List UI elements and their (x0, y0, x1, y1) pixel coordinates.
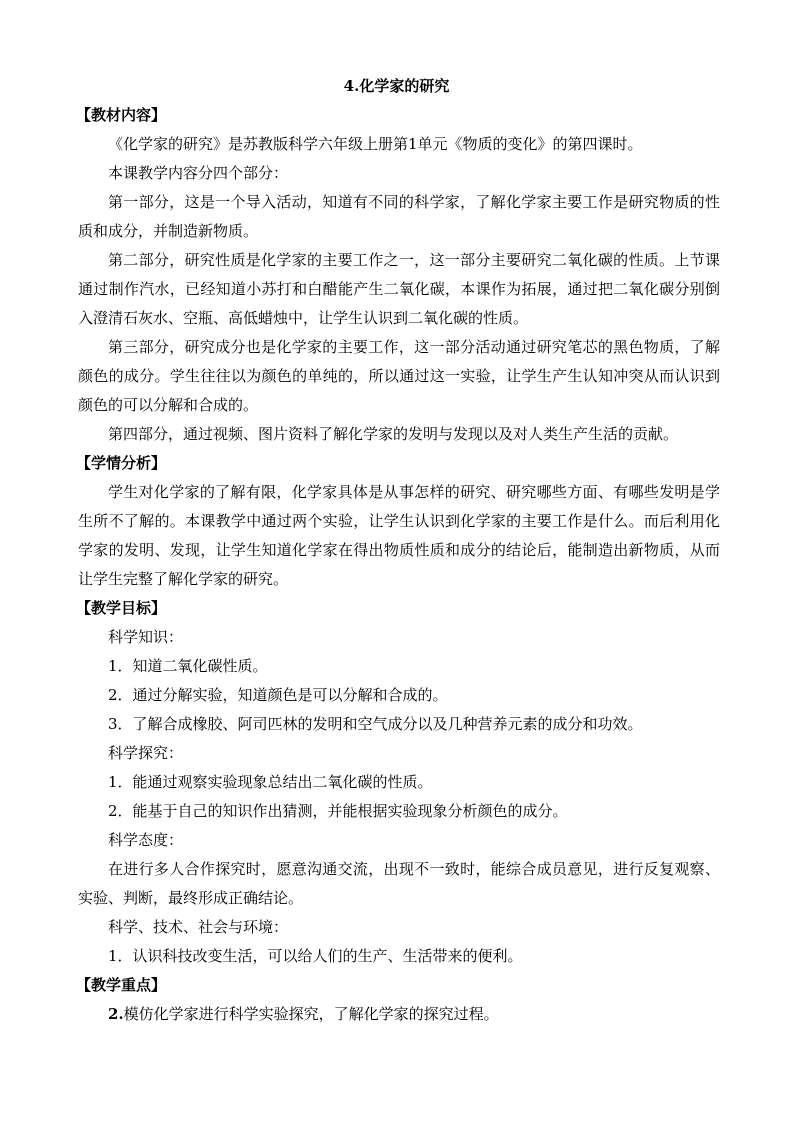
goal-item: 1．知道二氧化碳性质。 (108, 657, 268, 675)
goal-item: 1．认识科技改变生活，可以给人们的生产、生活带来的便利。 (108, 947, 523, 965)
goal-item: 2．通过分解实验，知道颜色是可以分解和合成的。 (108, 686, 448, 704)
goal-category: 科学探究： (108, 744, 184, 762)
section-heading-analysis: 【学情分析】 (76, 454, 167, 472)
goal-category: 科学、技术、社会与环境： (108, 918, 289, 936)
goal-item: 2．能基于自己的知识作出猜测，并能根据实验现象分析颜色的成分。 (108, 802, 568, 820)
paragraph: 第四部分，通过视频、图片资料了解化学家的发明与发现以及对人类生产生活的贡献。 (108, 425, 679, 443)
paragraph: 本课教学内容分四个部分： (108, 164, 289, 182)
goal-category: 科学知识： (108, 628, 184, 646)
goal-item: 1．能通过观察实验现象总结出二氧化碳的性质。 (108, 773, 433, 791)
keypoint-item (78, 1000, 720, 1029)
section-heading-material: 【教材内容】 (76, 106, 167, 124)
paragraph: 第三部分，研究成分也是化学家的主要工作，这一部分活动通过研究笔芯的黑色物质，了解颜色的成分。学生往往以为颜色的单纯的，所以通过这一实验，让学生产生认知冲突从而认识到颜色的可以分解和合成的。 (78, 338, 720, 414)
keypoint-text: 模仿化学家进行科学实验探究，了解化学家的探究过程。 (123, 1005, 499, 1023)
goal-item: 3．了解合成橡胶、阿司匹林的发明和空气成分以及几种营养元素的成分和功效。 (108, 715, 643, 733)
goal-item: 在进行多人合作探究时，愿意沟通交流，出现不一致时，能综合成员意见，进行反复观察、实验、判断，最终形成正确结论。 (78, 860, 720, 907)
page-title: 4.化学家的研究 (343, 77, 450, 95)
keypoint-number: 2. (108, 1005, 124, 1023)
paragraph: 学生对化学家的了解有限，化学家具体是从事怎样的研究、研究哪些方面、有哪些发明是学生所不了解的。本课教学中通过两个实验，让学生认识到化学家的主要工作是什么。而后利用化学家的发明、发现，让学生知道化学家在得出物质性质和成分的结论后，能制造出新物质，从而让学生完整了解化学家的研究。 (78, 483, 720, 588)
goal-category: 科学态度： (108, 831, 184, 849)
paragraph: 第一部分，这是一个导入活动，知道有不同的科学家，了解化学家主要工作是研究物质的性质和成分，并制造新物质。 (78, 193, 720, 240)
section-heading-keypoints: 【教学重点】 (76, 976, 167, 994)
section-heading-goals: 【教学目标】 (76, 599, 167, 617)
document-body (78, 101, 720, 1029)
paragraph: 第二部分，研究性质是化学家的主要工作之一，这一部分主要研究二氧化碳的性质。上节课通过制作汽水，已经知道小苏打和白醋能产生二氧化碳，本课作为拓展，通过把二氧化碳分别倒入澄清石灰水、空瓶、高低蜡烛中，让学生认识到二氧化碳的性质。 (78, 251, 720, 327)
paragraph: 《化学家的研究》是苏教版科学六年级上册第1单元《物质的变化》的第四课时。 (108, 135, 643, 153)
